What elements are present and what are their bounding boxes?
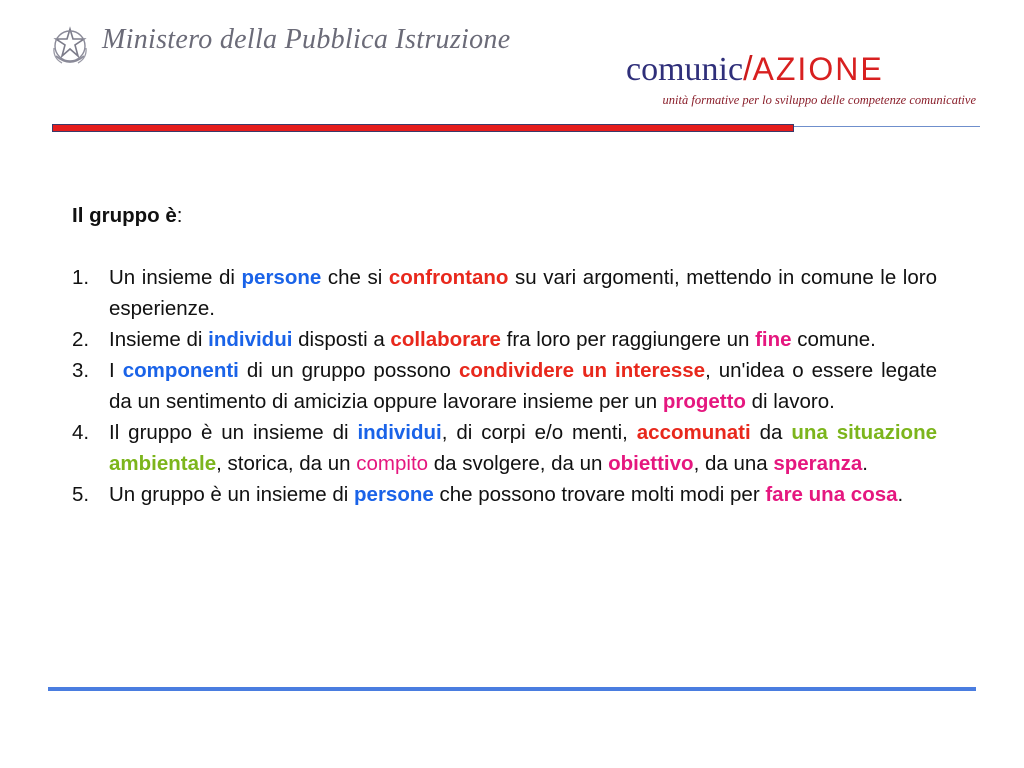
list-item <box>72 479 937 510</box>
keyword-highlight: speranza <box>773 452 863 475</box>
item-text: , un'idea o essere legate da un sentimento di amicizia oppure lavorare insieme per un <box>109 359 937 413</box>
keyword-highlight: individui <box>208 328 293 351</box>
item-text: che possono trovare molti modi per <box>433 483 766 506</box>
item-text: , storica, da un <box>216 452 357 475</box>
list-item <box>72 324 937 355</box>
list-item <box>72 262 937 324</box>
item-text: da svolgere, da un <box>428 452 609 475</box>
brand-comunic: comunic <box>626 51 744 88</box>
heading-text: Il gruppo è <box>72 204 177 227</box>
keyword-highlight: collaborare <box>390 328 501 351</box>
heading-colon: : <box>176 204 183 227</box>
item-text: di un gruppo possono <box>238 359 459 382</box>
list-item-number: 1. <box>72 266 90 289</box>
item-text: che si <box>321 266 389 289</box>
keyword-highlight: una situazione ambientale <box>109 421 937 475</box>
brand-logo <box>626 50 884 89</box>
keyword-highlight: fine <box>755 328 792 351</box>
keyword-highlight: compito <box>356 452 429 475</box>
slide-heading <box>72 200 937 231</box>
list-item <box>72 417 937 479</box>
item-text: . <box>897 483 904 506</box>
brand-slash: / <box>743 50 753 88</box>
brand-azione: AZIONE <box>752 51 884 87</box>
item-text: fra loro per raggiungere un <box>500 328 756 351</box>
item-text: Un insieme di <box>109 266 242 289</box>
item-text: Il gruppo è un insieme di <box>109 421 358 444</box>
item-text: da <box>750 421 792 444</box>
definition-list <box>72 262 937 510</box>
keyword-highlight: fare una cosa <box>765 483 898 506</box>
item-text: Un gruppo è un insieme di <box>109 483 355 506</box>
item-text: di lavoro. <box>745 390 835 413</box>
item-text: , di corpi e/o menti, <box>441 421 637 444</box>
item-text: disposti a <box>292 328 391 351</box>
list-item-number: 3. <box>72 359 90 382</box>
list-item-number: 5. <box>72 483 90 506</box>
slide-content <box>72 200 937 510</box>
list-item-number: 2. <box>72 328 90 351</box>
ministry-title: Ministero della Pubblica Istruzione <box>102 24 511 55</box>
keyword-highlight: accomunati <box>636 421 751 444</box>
item-text: su vari argomenti, mettendo in comune le loro esperienze. <box>109 266 937 320</box>
item-text: . <box>862 452 868 475</box>
footer-blue-rule <box>48 687 976 691</box>
item-text: comune. <box>791 328 876 351</box>
keyword-highlight: componenti <box>122 359 239 382</box>
item-text: Insieme di <box>109 328 209 351</box>
keyword-highlight: progetto <box>662 390 746 413</box>
header-red-rule <box>52 124 794 132</box>
keyword-highlight: obiettivo <box>608 452 694 475</box>
item-text: I <box>109 359 123 382</box>
keyword-highlight: persone <box>354 483 434 506</box>
brand-tagline: unità formative per lo sviluppo delle competenze comunicative <box>662 93 976 107</box>
keyword-highlight: individui <box>357 421 442 444</box>
header-blue-rule <box>794 126 980 127</box>
item-text: , da una <box>693 452 774 475</box>
keyword-highlight: persone <box>241 266 322 289</box>
keyword-highlight: confrontano <box>388 266 509 289</box>
list-item <box>72 355 937 417</box>
keyword-highlight: condividere un interesse <box>458 359 706 382</box>
list-item-number: 4. <box>72 421 90 444</box>
republic-emblem-icon <box>50 26 90 68</box>
